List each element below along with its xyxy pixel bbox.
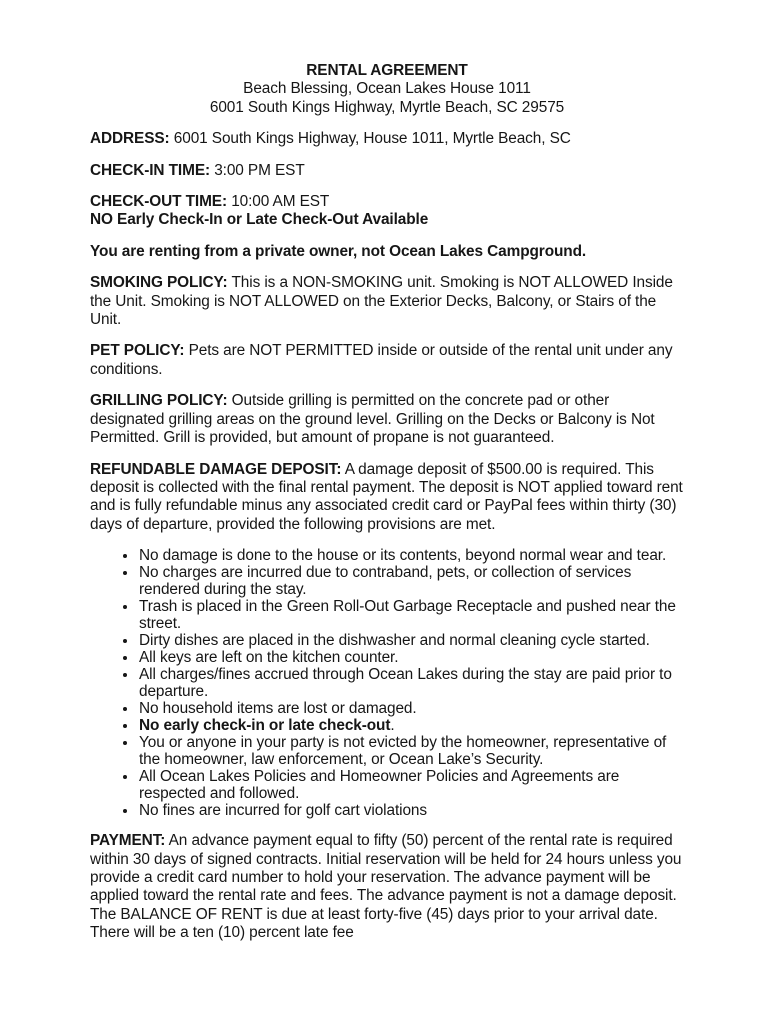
pet-policy — [90, 342, 684, 379]
deposit-provisions-list — [90, 547, 684, 819]
provision-item-no-early-checkout — [138, 717, 684, 734]
grilling-policy-text: Outside grilling is permitted on the concrete pad or other designated grilling areas on the ground level. Grilling on the Decks or Balcony is Not Permitted. Grill is provided, but amount of propane is not guaranteed. — [90, 392, 655, 447]
document-subtitle-property: Beach Blessing, Ocean Lakes House 1011 — [243, 80, 531, 98]
address-label: ADDRESS: — [90, 130, 170, 148]
document-header — [90, 62, 684, 117]
provision-bold-suffix: . — [390, 717, 395, 735]
smoking-policy-label: SMOKING POLICY: — [90, 274, 228, 292]
address-field — [90, 130, 684, 148]
checkout-note: NO Early Check-In or Late Check-Out Available — [90, 211, 429, 229]
checkout-label: CHECK-OUT TIME: — [90, 193, 228, 211]
damage-deposit-intro — [90, 461, 684, 535]
pet-policy-label: PET POLICY: — [90, 342, 185, 360]
document-title: RENTAL AGREEMENT — [306, 62, 468, 79]
address-value: 6001 South Kings Highway, House 1011, Myrtle Beach, SC — [173, 130, 571, 148]
provision-item: • No household items are lost or damaged. — [138, 700, 684, 717]
provision-item: • All Ocean Lakes Policies and Homeowner Policies and Agreements are respected and followed. — [138, 768, 684, 802]
checkout-field — [90, 193, 684, 230]
owner-notice-text: You are renting from a private owner, not Ocean Lakes Campground. — [90, 242, 587, 260]
payment-label: PAYMENT: — [90, 832, 166, 850]
provision-item: • No fines are incurred for golf cart violations — [138, 802, 684, 819]
grilling-policy — [90, 392, 684, 447]
damage-deposit-label: REFUNDABLE DAMAGE DEPOSIT: — [90, 460, 342, 478]
pet-policy-text: Pets are NOT PERMITTED inside or outside of the rental unit under any conditions. — [90, 342, 673, 378]
checkout-value: 10:00 AM EST — [231, 193, 330, 211]
smoking-policy — [90, 274, 684, 329]
provision-item: • All keys are left on the kitchen counter. — [138, 649, 684, 666]
grilling-policy-label: GRILLING POLICY: — [90, 392, 228, 410]
provision-item: • You or anyone in your party is not evicted by the homeowner, representative of the homeowner, law enforcement, or Ocean Lake’s Security. — [138, 734, 684, 768]
payment-text: An advance payment equal to fifty (50) percent of the rental rate is required within 30 days of signed contracts. Initial reservation will be held for 24 hours unless you provide a credit card number to hold your reservation. The advance payment will be applied toward the rental rate and fees. The advance payment is not a damage deposit. The BALANCE OF RENT is due at least forty-five (45) days prior to your arrival date. There will be a ten (10) percent late fee — [90, 832, 682, 942]
owner-notice — [90, 243, 684, 261]
provision-item: • Trash is placed in the Green Roll-Out Garbage Receptacle and pushed near the street. — [138, 598, 684, 632]
document-subtitle-address: 6001 South Kings Highway, Myrtle Beach, SC 29575 — [209, 98, 565, 116]
checkin-value: 3:00 PM EST — [214, 161, 305, 179]
provision-item: • No damage is done to the house or its contents, beyond normal wear and tear. — [138, 547, 684, 564]
provision-item: • All charges/fines accrued through Ocean Lakes during the stay are paid prior to departure. — [138, 666, 684, 700]
checkin-label: CHECK-IN TIME: — [90, 161, 211, 179]
payment-terms — [90, 832, 684, 942]
provision-item: • No charges are incurred due to contraband, pets, or collection of services rendered during the stay. — [138, 564, 684, 598]
checkin-field — [90, 162, 684, 180]
provision-item: • Dirty dishes are placed in the dishwasher and normal cleaning cycle started. — [138, 632, 684, 649]
damage-deposit-text: A damage deposit of $500.00 is required. This deposit is collected with the final rental payment. The deposit is NOT applied toward rent and is fully refundable minus any associated credit card or PayPal fees within thirty (30) days of departure, provided the following provisions are met. — [90, 460, 683, 533]
smoking-policy-text: This is a NON-SMOKING unit. Smoking is NOT ALLOWED Inside the Unit. Smoking is NOT ALLOWED on the Exterior Decks, Balcony, or Stairs of the Unit. — [90, 274, 673, 329]
provision-bold-text: No early check-in or late check-out — [139, 717, 391, 735]
